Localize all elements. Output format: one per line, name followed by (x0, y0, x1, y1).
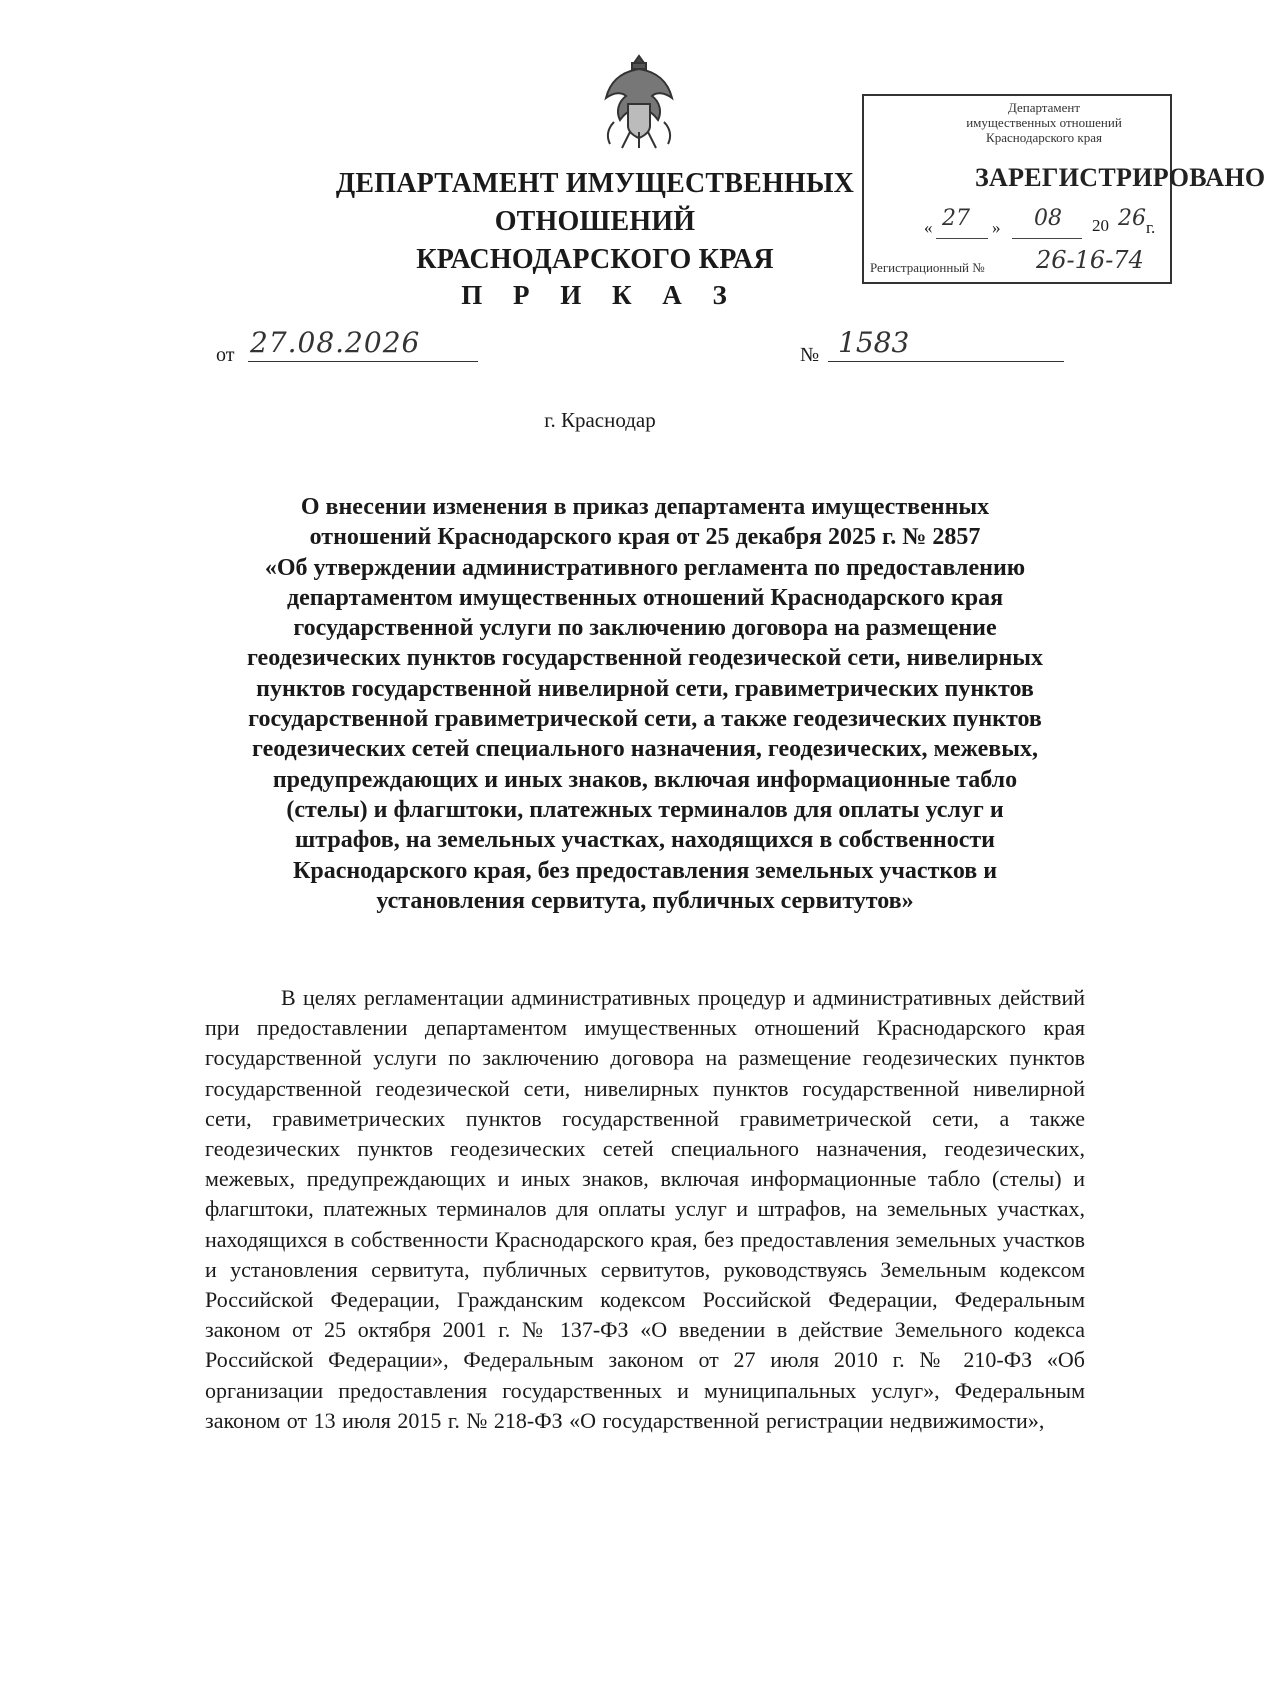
heading-line: Краснодарского края, без предоставления земельных участков и (292, 857, 998, 884)
department-title (280, 165, 910, 279)
stamp-month: 08 (1034, 206, 1062, 231)
stamp-organization (904, 100, 1184, 145)
heading-line: государственной гравиметрической сети, а также геодезических пунктов (248, 706, 1042, 733)
stamp-org-line1: Департамент (1007, 100, 1081, 115)
coat-of-arms-emblem (600, 52, 678, 152)
heading-line: «Об утверждении административного регламента по предоставлению (264, 554, 1026, 581)
heading-line: пунктов государственной нивелирной сети, гравиметрических пунктов (256, 675, 1034, 702)
heading-line: штрафов, на земельных участках, находящихся в собственности (295, 827, 995, 854)
stamp-quote-close: » (992, 218, 1001, 237)
stamp-year-suffix: 26 (1118, 206, 1146, 231)
heading-line: отношений Краснодарского края от 25 декабря 2025 г. № 2857 (309, 524, 981, 551)
order-date: 27.08.2026 (250, 326, 421, 359)
heading-line: геодезических сетей специального назначения, геодезических, межевых, (252, 736, 1038, 763)
heading-line: О внесении изменения в приказ департамента имущественных (300, 494, 990, 520)
heading-line: установления сервитута, публичных сервитутов» (376, 887, 914, 914)
stamp-date (924, 206, 1154, 240)
heading-line: геодезических пунктов государственной геодезической сети, нивелирных (246, 645, 1044, 672)
order-number-underline (828, 361, 1064, 362)
stamp-registration-number (870, 246, 1166, 280)
order-from-label: от (216, 344, 235, 366)
stamp-reg-label: Регистрационный № (870, 260, 985, 275)
heading-line: предупреждающих и иных знаков, включая информационные табло (272, 766, 1018, 793)
order-date-underline (248, 361, 478, 362)
department-title-line1: ДЕПАРТАМЕНТ ИМУЩЕСТВЕННЫХ ОТНОШЕНИЙ (335, 168, 855, 237)
stamp-day-underline (936, 238, 988, 239)
document-type: П Р И К А З (461, 280, 739, 310)
department-title-line2: КРАСНОДАРСКОГО КРАЯ (416, 244, 774, 275)
stamp-month-underline (1012, 238, 1082, 239)
stamp-org-line2: имущественных отношений (966, 115, 1122, 130)
heading-line: (стелы) и флагштоки, платежных терминалов для оплаты услуг и (286, 796, 1004, 823)
order-number-label: № (800, 344, 820, 366)
stamp-year-prefix: 20 (1092, 216, 1109, 235)
stamp-day: 27 (942, 206, 970, 231)
stamp-status: ЗАРЕГИСТРИРОВАНО (975, 163, 1265, 192)
order-number: 1583 (838, 326, 910, 359)
body-paragraph: В целях регламентации административных процедур и административных действий при предоставлении департаментом имущественных отношений Краснодарского края государственной услуги по заключению договора на размещение геодезических пунктов государственной геодезической сети, нивелирных пунктов государственной нивелирной сети, гравиметрических пунктов государственной гравиметрической сети, а также геодезических пунктов геодезических сетей специального назначения, геодезических, межевых, предупреждающих и иных знаков, включая информационные табло (стелы) и флагштоки, платежных терминалов для оплаты услуг и штрафов, на земельных участках, находящихся в собственности Краснодарского края, без предоставления земельных участков и установления сервитута, публичных сервитутов, руководствуясь Земельным кодексом Российской Федерации, Гражданским кодексом Российской Федерации, Федеральным законом от 25 октября 2001 г. № 137-ФЗ «О введении в действие Земельного кодекса Российской Федерации», Федеральным законом от 27 июля 2010 г. № 210-ФЗ «Об организации предоставления государственных и муниципальных услуг», Федеральным законом от 13 июля 2015 г. № 218-ФЗ «О государственной регистрации недвижимости», (205, 985, 1085, 1433)
stamp-year-mark: г. (1146, 218, 1156, 237)
document-heading (205, 492, 1085, 916)
order-city: г. Краснодар (544, 408, 656, 432)
stamp-reg-number: 26-16-74 (1036, 246, 1144, 274)
stamp-quote-open: « (924, 218, 933, 237)
stamp-org-line3: Краснодарского края (986, 130, 1102, 145)
heading-line: государственной услуги по заключению договора на размещение (293, 615, 997, 642)
heading-line: департаментом имущественных отношений Краснодарского края (286, 584, 1004, 611)
